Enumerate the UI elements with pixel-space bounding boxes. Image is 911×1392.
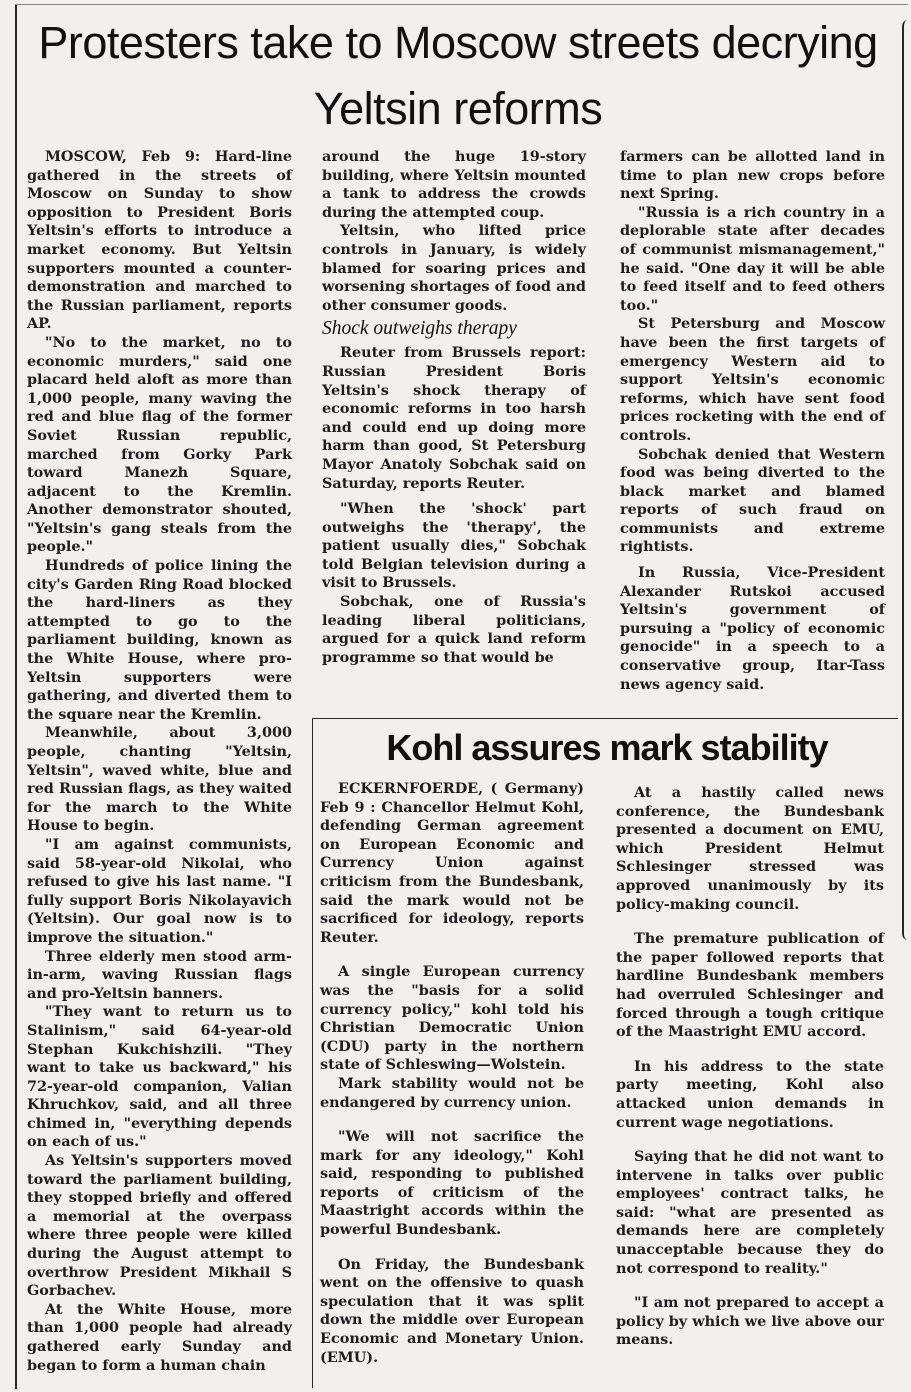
article1-column-2 bbox=[322, 148, 586, 667]
paragraph: Mark stability would not be endangered by currency union. bbox=[320, 1074, 584, 1111]
paragraph: Saying that he did not want to intervene in talks over public employees' contract talks, he said: "what are presented as demands here are completely unacceptable because they do not correspond to reality." bbox=[616, 1148, 884, 1277]
paragraph: In Russia, Vice-President Alexander Rutskoi accused Yeltsin's government of pursuing a "policy of economic genocide" in a speech to a conservative group, Itar-Tass news agency said. bbox=[620, 564, 885, 693]
paragraph: In his address to the state party meeting, Kohl also attacked union demands in current wage negotiations. bbox=[616, 1057, 884, 1131]
paragraph: Yeltsin, who lifted price controls in January, is widely blamed for soaring prices and worsening shortages of food and other consumer goods. bbox=[322, 222, 586, 314]
paragraph: Sobchak denied that Western food was being diverted to the black market and blamed reports of such fraud on communists and extreme rightists. bbox=[620, 445, 885, 556]
paragraph: Meanwhile, about 3,000 people, chanting "Yeltsin, Yeltsin", waved white, blue and red Russian flags, as they waited for the march to the White House to begin. bbox=[27, 724, 292, 835]
article1-lead-paragraph: MOSCOW, Feb 9: Hard-line gathered in the streets of Moscow on Sunday to show opposition to President Boris Yeltsin's efforts to introduce a market economy. But Yeltsin supporters mounted a counter-demonstration and marched to the Russian parliament, reports AP. bbox=[27, 148, 292, 333]
article2-top-rule bbox=[312, 718, 898, 719]
paragraph: The premature publication of the paper followed reports that hardline Bundesbank members had overruled Schlesinger and forced through a tough critique of the Maastright EMU accord. bbox=[616, 930, 884, 1041]
paragraph: Hundreds of police lining the city's Garden Ring Road blocked the hard-liners as they attempted to go to the parliament building, known as the White House, where pro-Yeltsin supporters were gathering, and diverted them to the square near the Kremlin. bbox=[27, 557, 292, 723]
article2-headline: Kohl assures mark stability bbox=[386, 727, 828, 768]
paragraph: "No to the market, no to economic murders," said one placard held aloft as more than 1,000 people, many waving the red and blue flag of the former Soviet Russian republic, marched from Gorky Park toward Manezh Square, adjacent to the Kremlin. Another demonstrator shouted, "Yeltsin's gang steals from the people." bbox=[27, 333, 292, 556]
article1-subhead: Shock outweighs therapy bbox=[322, 318, 517, 340]
article2-column-1 bbox=[320, 780, 584, 1367]
paragraph: Sobchak, one of Russia's leading liberal politicians, argued for a quick land reform programme so that would be bbox=[322, 593, 586, 666]
article2-left-rule bbox=[312, 718, 313, 1388]
paragraph: "When the 'shock' part outweighs the 'therapy', the patient usually dies," Sobchak told Belgian television during a visit to Brussels. bbox=[322, 500, 586, 592]
paragraph: At the White House, more than 1,000 people had already gathered early Sunday and began to form a human chain bbox=[27, 1300, 292, 1374]
paragraph: Three elderly men stood arm-in-arm, waving Russian flags and pro-Yeltsin banners. bbox=[27, 947, 292, 1002]
paragraph: St Petersburg and Moscow have been the first targets of emergency Western aid to support Yeltsin's economic reforms, which have sent food prices rocketing with the end of controls. bbox=[620, 315, 885, 444]
left-column-rule bbox=[15, 4, 17, 1389]
paragraph: "I am against communists, said 58-year-old Nikolai, who refused to give his last name. "I fully support Boris Nikolayavich (Yeltsin). Our goal now is to improve the situation." bbox=[27, 835, 292, 946]
paragraph: "I am not prepared to accept a policy by which we live above our means. bbox=[616, 1294, 884, 1349]
article2-lead-paragraph: ECKERNFOERDE, ( Germany) Feb 9 : Chancellor Helmut Kohl, defending German agreement on European Economic and Currency Union against criticism from the Bundesbank, said the mark would not be sacrificed for ideology, reports Reuter. bbox=[320, 780, 584, 946]
paragraph: At a hastily called news conference, the Bundesbank presented a document on EMU, which President Helmut Schlesinger stressed was approved unanimously by its policy-making council. bbox=[616, 784, 884, 913]
paragraph: farmers can be allotted land in time to plan new crops before next Spring. bbox=[620, 148, 885, 203]
article1-dateline: MOSCOW, Feb 9: bbox=[45, 148, 201, 165]
article1-headline: Protesters take to Moscow streets decrying Yeltsin reforms bbox=[38, 17, 878, 134]
top-rule bbox=[15, 4, 908, 5]
paragraph: A single European currency was the "basis for a solid currency policy," kohl told his Christian Democratic Union (CDU) party in the northern state of Schleswing—Wolstein. bbox=[320, 963, 584, 1074]
paragraph: "Russia is a rich country in a deplorable state after decades of communist mismanagement," he said. "One day it will be able to feed itself and to feed others too." bbox=[620, 203, 885, 314]
paragraph: "We will not sacrifice the mark for any ideology," Kohl said, responding to published reports of criticism of the Maastright accords within the powerful Bundesbank. bbox=[320, 1128, 584, 1239]
paragraph: As Yeltsin's supporters moved toward the parliament building, they stopped briefly and offered a memorial at the overpass where three people were killed during the August attempt to overthrow President Mikhail S Gorbachev. bbox=[27, 1152, 292, 1300]
paragraph: On Friday, the Bundesbank went on the offensive to quash speculation that it was split down the middle over European Economic and Monetary Union. (EMU). bbox=[320, 1255, 584, 1366]
article1-column-3 bbox=[620, 148, 885, 694]
paragraph: "They want to return us to Stalinism," said 64-year-old Stephan Kukchishzili. "They want to take us backward," his 72-year-old companion, Valian Khruchkov, said, and all three chimed in, "everything depends on each of us." bbox=[27, 1003, 292, 1151]
paragraph: around the huge 19-story building, where Yeltsin mounted a tank to address the crowds during the attempted coup. bbox=[322, 148, 586, 221]
article1-column-1 bbox=[27, 148, 292, 1375]
paragraph: Reuter from Brussels report: Russian President Boris Yeltsin's shock therapy of economic reforms in too harsh and could end up doing more harm than good, St Petersburg Mayor Anatoly Sobchak said on Saturday, reports Reuter. bbox=[322, 344, 586, 492]
adjacent-article-edge bbox=[902, 20, 908, 940]
article2-column-2 bbox=[616, 784, 884, 1350]
